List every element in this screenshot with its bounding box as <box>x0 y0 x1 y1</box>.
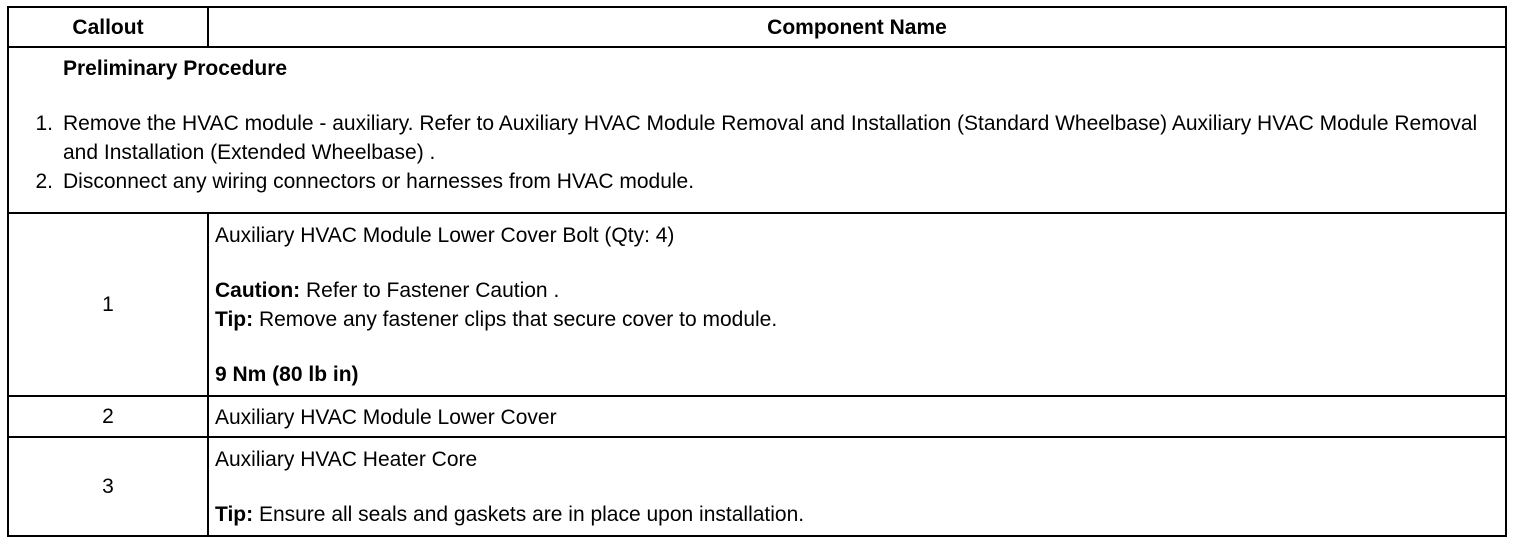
callout-cell: 2 <box>8 396 208 437</box>
tip-note <box>215 500 1499 529</box>
tip-label: Tip: <box>215 503 254 526</box>
tip-text: Ensure all seals and gaskets are in place upon installation. <box>253 503 805 526</box>
preliminary-procedure-title: Preliminary Procedure <box>63 57 288 80</box>
component-name-header: Component Name <box>208 7 1506 47</box>
table-row <box>8 213 1506 396</box>
step-text: Remove the HVAC module - auxiliary. Refer to Auxiliary HVAC Module Removal and Installation (Standard Wheelbase) Auxiliary HVAC Module Removal and Installation (Extended Wheelbase) . <box>63 112 1478 164</box>
callout-cell: 1 <box>8 213 208 396</box>
table-header-row <box>8 7 1506 47</box>
component-name-cell <box>208 437 1506 536</box>
component-name-cell <box>208 213 1506 396</box>
step-number: 2. <box>35 170 53 193</box>
component-table <box>7 6 1507 537</box>
caution-note <box>215 276 1499 305</box>
component-name: Auxiliary HVAC Module Lower Cover <box>215 406 557 429</box>
step-number: 1. <box>35 112 53 135</box>
procedure-step <box>19 109 1495 167</box>
tip-label: Tip: <box>215 308 254 331</box>
tip-text: Remove any fastener clips that secure cover to module. <box>253 308 778 331</box>
torque-spec: 9 Nm (80 lb in) <box>215 363 359 386</box>
preliminary-procedure-cell <box>8 47 1506 213</box>
caution-label: Caution: <box>215 279 301 302</box>
tip-note <box>215 305 1499 334</box>
callout-header: Callout <box>8 7 208 47</box>
component-name: Auxiliary HVAC Module Lower Cover Bolt (Qty: 4) <box>215 224 675 247</box>
table-row <box>8 437 1506 536</box>
step-text: Disconnect any wiring connectors or harnesses from HVAC module. <box>63 170 695 193</box>
component-name-cell <box>208 396 1506 437</box>
preliminary-procedure-row <box>8 47 1506 213</box>
procedure-step <box>19 167 1495 196</box>
component-name: Auxiliary HVAC Heater Core <box>215 448 478 471</box>
table-row <box>8 396 1506 437</box>
callout-cell: 3 <box>8 437 208 536</box>
caution-text: Refer to Fastener Caution . <box>300 279 560 302</box>
